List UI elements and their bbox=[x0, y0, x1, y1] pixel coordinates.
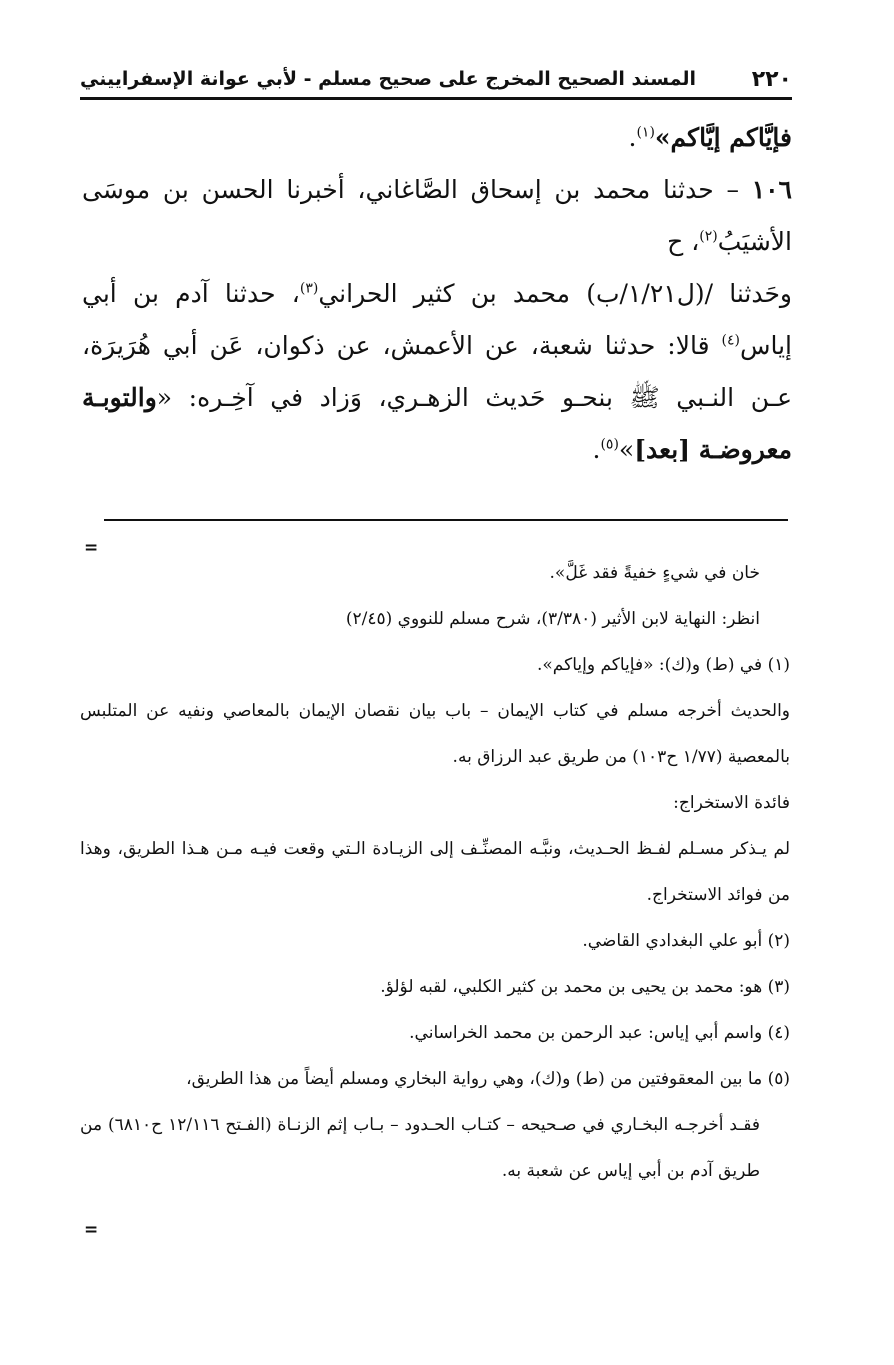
footnote-ref-4: (٤) bbox=[721, 332, 740, 349]
header-rule bbox=[80, 97, 792, 100]
footnote-1: (١) في (ط) و(ك): «فإياكم وإياكم». bbox=[536, 655, 790, 675]
footnote-ref-1: (١) bbox=[636, 124, 655, 141]
hadith-number: ١٠٦ bbox=[751, 175, 792, 204]
footnote-2: (٢) أبو علي البغدادي القاضي. bbox=[582, 931, 790, 951]
continuation-marker-top: = bbox=[84, 538, 99, 558]
page-number: ٢٢٠ bbox=[751, 66, 792, 92]
continuation-marker-bottom: = bbox=[84, 1220, 99, 1240]
footnote-ref-3: (٣) bbox=[299, 280, 319, 297]
paragraph-3: وحَدثنا /(ل١/٢١/ب) محمد بن كثير الحراني$^{(٣)}$، حدثنا آدم بن أبي إياس$^{(٤)}$ قالا: حدثنا شعبة، عن الأعمش، عن ذكوان، عَن أبي هُرَيرَة، عـن النـبي ﷺ بنحـو حَديث الزهـري، وَزاد في آخِـره: «والتوبـة معروضـة [بعد]»$^{(٥)}$. bbox=[82, 279, 792, 464]
footnote-separator bbox=[104, 519, 788, 521]
footnote-line: انظر: النهاية لابن الأثير (٣/٣٨٠)، شرح مسلم للنووي (٢/٤٥) bbox=[345, 609, 760, 629]
footnote-line: فقـد أخرجـه البخـاري في صـحيحه – كتـاب الحـدود – بـاب إثم الزنـاة (الفـتح ١٢/١١٦ ح٦٨١٠) من طريق آدم بن أبي إياس عن شعبة به. bbox=[80, 1115, 760, 1181]
running-title: المسند الصحيح المخرج على صحيح مسلم - لأبي عوانة الإسفراييني bbox=[80, 68, 696, 90]
footnote-ref-2: (٢) bbox=[699, 228, 718, 245]
footnote-line: خان في شيءٍ خفيةً فقد غَلَّ». bbox=[549, 563, 760, 583]
footnote-line: فائدة الاستخراج: bbox=[673, 793, 790, 813]
footnotes bbox=[80, 550, 790, 1194]
footnote-ref-5: (٥) bbox=[600, 436, 619, 453]
footnote-line: لم يـذكر مسـلم لفـظ الحـديث، ونبَّـه المصنِّـف إلى الزيـادة الـتي وقعت فيـه مـن هـذا الطريق، وهذا من فوائد الاستخراج. bbox=[80, 839, 790, 905]
footnote-line: والحديث أخرجه مسلم في كتاب الإيمان – باب بيان نقصان الإيمان بالمعاصي ونفيه عن المتلبس بالمعصية (١/٧٧ ح١٠٣) من طريق عبد الرزاق به. bbox=[80, 701, 790, 767]
page-header bbox=[80, 62, 792, 96]
main-text bbox=[82, 112, 792, 476]
footnote-3: (٣) هو: محمد بن يحيى بن محمد بن كثير الكلبي، لقبه لؤلؤ. bbox=[380, 977, 790, 997]
footnote-5: (٥) ما بين المعقوفتين من (ط) و(ك)، وهي رواية البخاري ومسلم أيضاً من هذا الطريق، bbox=[186, 1069, 790, 1089]
footnote-4: (٤) واسم أبي إياس: عبد الرحمن بن محمد الخراساني. bbox=[409, 1023, 790, 1043]
added-phrase: والتوبـة معروضـة [بعد] bbox=[82, 383, 792, 464]
hadith-106: ١٠٦ – حدثنا محمد بن إسحاق الصَّاغاني، أخبرنا الحسن بن موسَى الأشيَبُ$^{(٢)}$، ح bbox=[82, 175, 792, 256]
paragraph-1: فإيَّاكم إيَّاكم»$^{(١)}$. bbox=[628, 123, 792, 152]
